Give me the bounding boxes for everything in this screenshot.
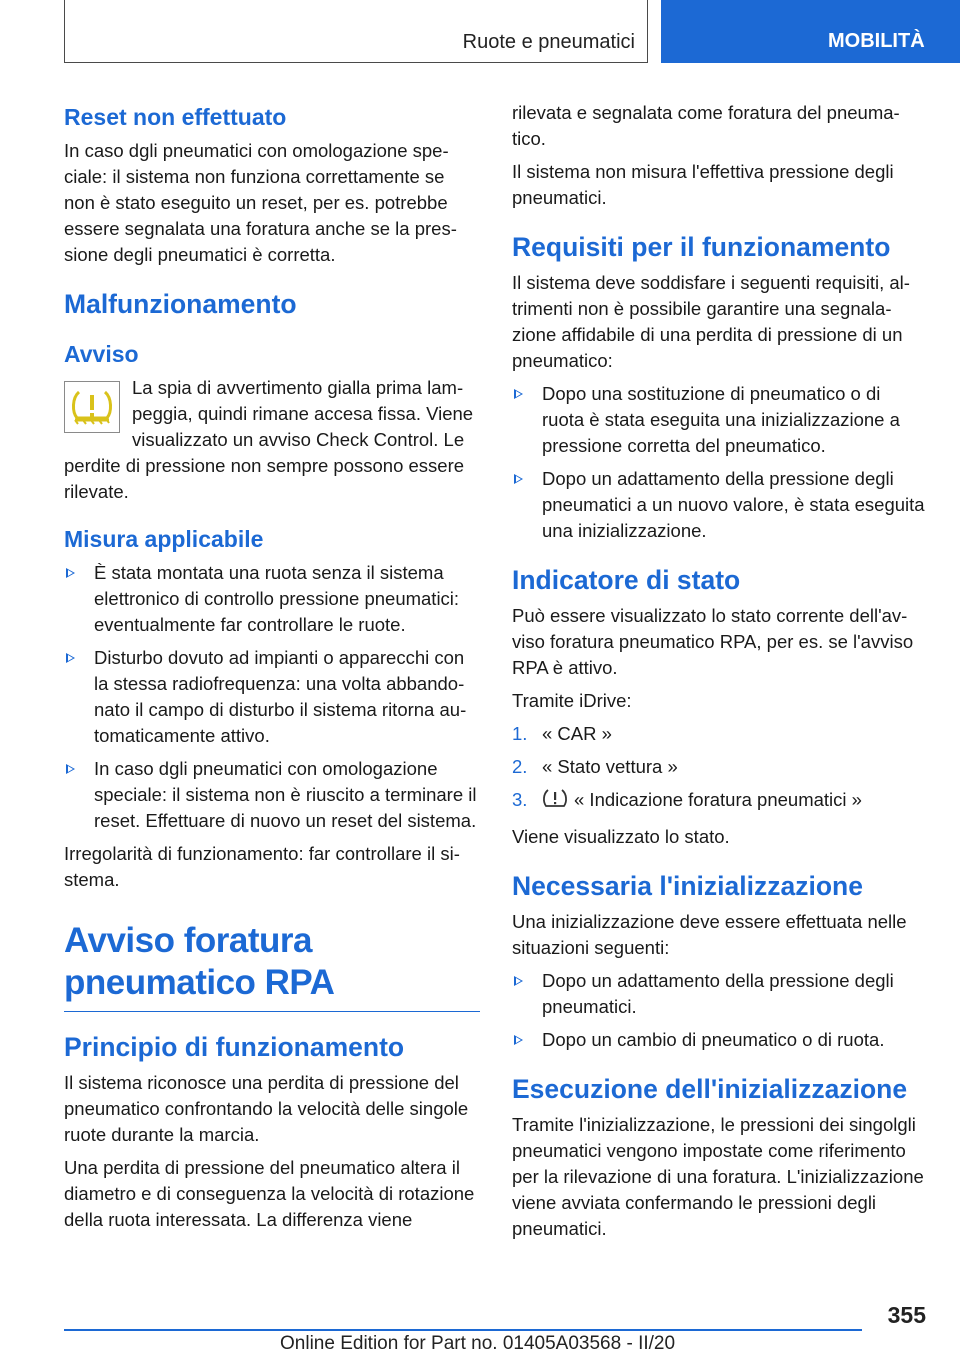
section-title: Ruote e pneumatici <box>462 31 635 53</box>
bullet-triangle-icon <box>66 653 75 663</box>
warning-paragraph: La spia di avvertimento gialla prima lampeggia, quindi rimane accesa fissa. Viene visualizzato un avviso Check Control. Le perdite di pressione non sempre possono essere rilevate. <box>64 377 474 502</box>
tire-pressure-icon <box>542 788 568 817</box>
status-heading: Indicatore di stato <box>512 565 741 595</box>
requirements-heading: Requisiti per il funzionamento <box>512 232 891 262</box>
list-item: È stata montata una ruota senza il sistema elettronico di controllo pressione pneumatici: eventualmente far controllare le ruote. <box>64 560 480 638</box>
list-item: Disturbo dovuto ad impianti o apparecchi con la stessa radiofrequenza: una volta abbandonato il campo di disturbo il sistema ritorna automaticamente attivo. <box>64 645 480 749</box>
measure-heading: Misura applicabile <box>64 526 264 552</box>
bullet-triangle-icon <box>514 389 523 399</box>
init-paragraph: Una inizializzazione deve essere effettuata nelle situazioni seguenti: <box>512 911 907 958</box>
warning-heading: Avviso <box>64 341 139 367</box>
status-result-paragraph: Viene visualizzato lo stato. <box>512 826 730 847</box>
bullet-triangle-icon <box>66 568 75 578</box>
page-number: 355 <box>887 1302 926 1328</box>
tire-pressure-warning-icon <box>64 381 120 433</box>
malfunction-heading: Malfunzionamento <box>64 289 297 319</box>
bullet-triangle-icon <box>514 1035 523 1045</box>
exec-heading: Esecuzione dell'inizializzazione <box>512 1074 908 1104</box>
bullet-triangle-icon <box>514 474 523 484</box>
bullet-triangle-icon <box>514 976 523 986</box>
steps-list <box>512 721 926 817</box>
status-paragraph: Può essere visualizzato lo stato corrente dell'avviso foratura pneumatico RPA, per es. se l'avviso RPA è attivo. <box>512 605 914 678</box>
requirements-paragraph: Il sistema deve soddisfare i seguenti requisiti, altrimenti non è possibile garantire una segnalazione affidabile di una perdita di pressione di un pneumatico: <box>512 272 910 371</box>
warning-block <box>64 375 480 505</box>
requirements-list <box>512 381 926 544</box>
chapter-tab[interactable]: MOBILITÀ <box>661 0 960 63</box>
principle-heading: Principio di funzionamento <box>64 1032 405 1062</box>
init-list <box>512 968 926 1053</box>
left-column <box>64 100 480 1240</box>
principle-paragraph-1: Il sistema riconosce una perdita di pressione del pneumatico confrontando la velocità delle singole ruote durante la marcia. <box>64 1072 469 1145</box>
rpa-heading: Avviso foratura pneumatico RPA <box>64 920 480 1012</box>
continued-paragraph-2: Il sistema non misura l'effettiva pressione degli pneumatici. <box>512 161 894 208</box>
right-column <box>512 100 926 1249</box>
measure-list <box>64 560 480 834</box>
irregular-paragraph: Irregolarità di funzionamento: far controllare il sistema. <box>64 843 460 890</box>
init-heading: Necessaria l'inizializzazione <box>512 871 863 901</box>
reset-paragraph: In caso dgli pneumatici con omologazione speciale: il sistema non funziona correttamente se non è stato eseguito un reset, per es. potrebbe essere segnalata una foratura anche se la pressione degli pneumatici è corretta. <box>64 140 457 265</box>
list-item: Dopo un adattamento della pressione degli pneumatici a un nuovo valore, è stata eseguita una inizializzazione. <box>512 466 926 544</box>
step-item: 3. « Indicazione foratura pneumatici » <box>512 787 926 817</box>
list-item: Dopo un cambio di pneumatico o di ruota. <box>512 1027 926 1053</box>
continued-paragraph-1: rilevata e segnalata come foratura del pneumatico. <box>512 102 900 149</box>
step-item: 1. « CAR » <box>512 723 612 744</box>
edition-text: Online Edition for Part no. 01405A03568 - II/20 <box>280 1333 676 1354</box>
idrive-paragraph: Tramite iDrive: <box>512 690 632 711</box>
exec-paragraph: Tramite l'inizializzazione, le pressioni dei singolgli pneumatici vengono impostate come riferimento per la rilevazione di una foratura. L'inizializzazione viene avviata confermando le pressioni degli pneumatici. <box>512 1114 924 1239</box>
list-item: In caso dgli pneumatici con omologazione speciale: il sistema non è riuscito a terminare il reset. Effettuare di nuovo un reset del sistema. <box>64 756 480 834</box>
bullet-triangle-icon <box>66 764 75 774</box>
footer-divider <box>64 1329 862 1331</box>
list-item: Dopo un adattamento della pressione degli pneumatici. <box>512 968 926 1020</box>
principle-paragraph-2: Una perdita di pressione del pneumatico altera il diametro e di conseguenza la velocità di rotazione della ruota interessata. La differenza viene <box>64 1157 475 1230</box>
reset-heading: Reset non effettuato <box>64 104 287 130</box>
step-item: 2. « Stato vettura » <box>512 756 678 777</box>
header-section-box <box>64 0 648 63</box>
list-item: Dopo una sostituzione di pneumatico o di ruota è stata eseguita una inizializzazione a pressione corretta del pneumatico. <box>512 381 926 459</box>
